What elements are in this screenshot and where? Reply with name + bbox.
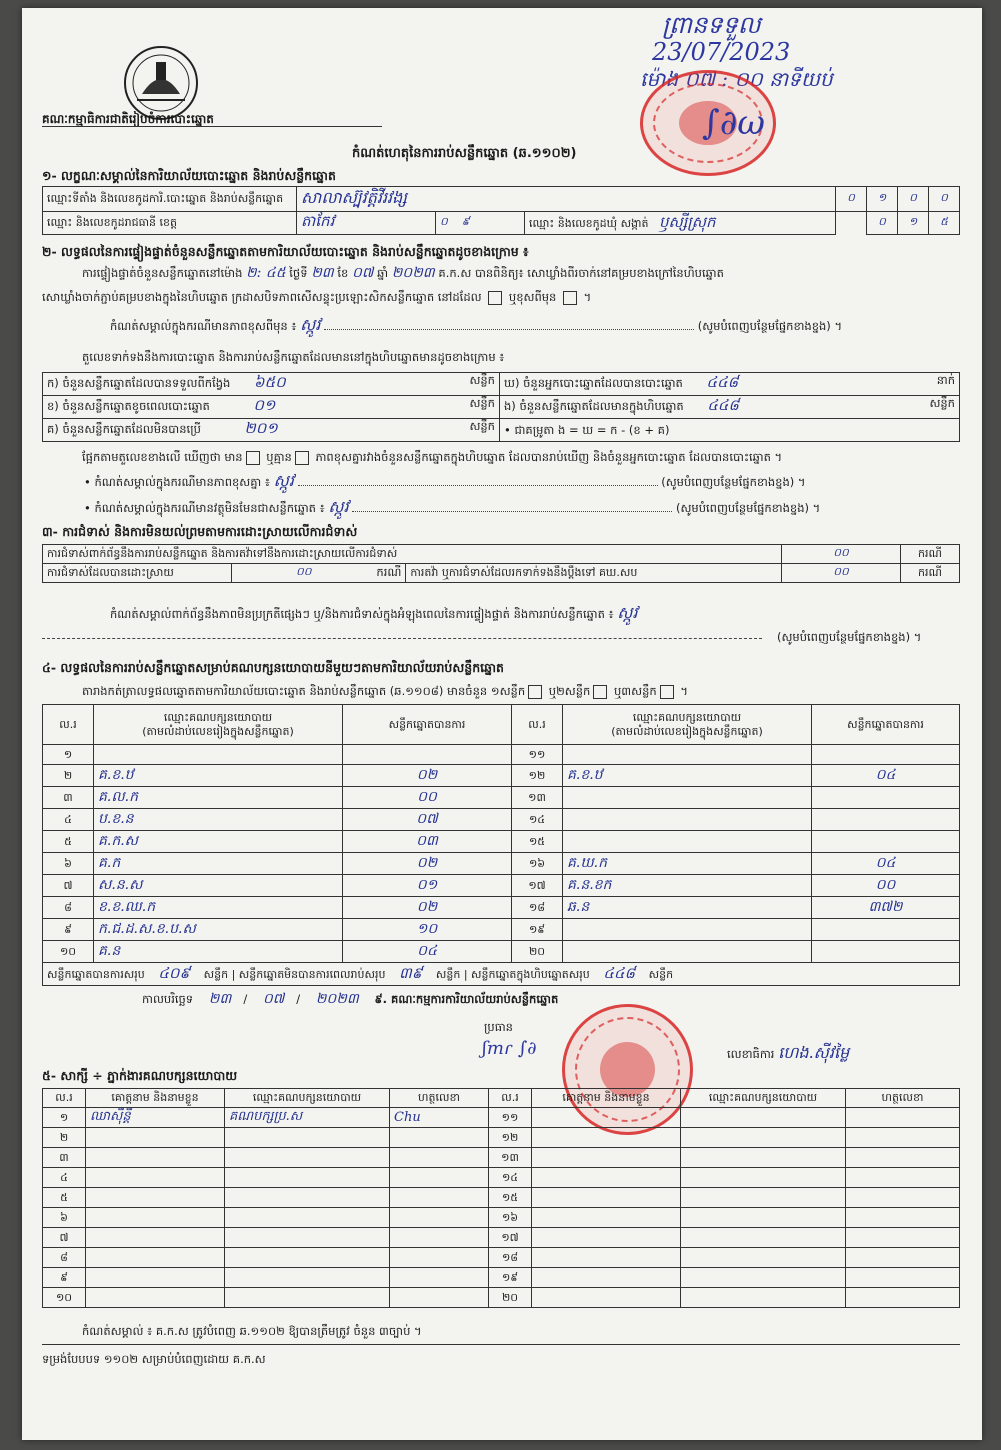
witness-signature [390, 1288, 489, 1308]
party-name: ប.ខ.ន [94, 809, 343, 831]
witness-party [681, 1168, 846, 1188]
table-row [43, 745, 960, 765]
spoiled-ballots-row: ខ) ចំនួនសន្លឹកឆ្នោតខូចពេលបោះឆ្នោត ០១ សន្លឹក [43, 396, 500, 419]
results-date: កាលបរិច្ឆេទ ២៣ / ០៧ / ២០២៣ ៩. គណៈកម្មការការិយាល័យរាប់សន្លឹកឆ្នោត [142, 991, 559, 1007]
section4-heading: ៤- លទ្ធផលនៃការរាប់សន្លឹកឆ្នោតសម្រាប់គណបក្សនយោបាយនីមួយៗតាមការិយាល័យរាប់សន្លឹកឆ្នោត [42, 660, 504, 675]
section5-heading: ៥- សាក្សី ÷ ភ្នាក់ងារគណបក្សនយោបាយ [42, 1068, 238, 1083]
witness-name [86, 1288, 225, 1308]
row-number: ២ [43, 1128, 86, 1148]
commune-label: ឈ្មោះ និងលេខកូដឃុំ សង្កាត់ ឫស្សីស្រុក [525, 212, 836, 235]
witness-name [532, 1168, 681, 1188]
row-number: ១៧ [489, 1228, 532, 1248]
vote-count: ០០ [812, 875, 960, 897]
table-row [43, 1148, 960, 1168]
witness-signature [390, 1208, 489, 1228]
witness-party [681, 1188, 846, 1208]
witness-name [86, 1248, 225, 1268]
party-name: គ.ល.ក [94, 787, 343, 809]
vote-count [812, 787, 960, 809]
irregularity-note: កំណត់សម្គាល់ពាក់ព័ន្ធនឹងភាពមិនប្រក្រតីផ្សេងៗ ឬ/និងការជំទាស់ក្នុងអំឡុងពេលនៃការផ្ទៀងផ្ទាត់ និងការរាប់សន្លឹកឆ្នោត ៖ ស្កូវ [110, 603, 638, 622]
witness-signature [390, 1268, 489, 1288]
voters-row: ឃ) ចំនួនអ្នកបោះឆ្នោតដែលបានបោះឆ្នោត ៤៤៨ នាក់ [500, 373, 960, 396]
vote-count: ០២ [343, 897, 512, 919]
results-table: ល.រ ឈ្មោះគណបក្សនយោបាយ (តាមលំដាប់លេខរៀងក្នុងសន្លឹកឆ្នោត) សន្លឹកឆ្នោតបានការ ល.រ ឈ្មោះគណបក្សនយោបាយ (តាមលំដាប់លេខរៀងក្នុងសន្លឹកឆ្នោត) សន្លឹកឆ្នោតបានការ ១ ១១ ២ គ.ខ.ឋ ០២ ១២ គ.ខ.ឋ ០៤ ៣ គ.ល.ក ០០ ១៣ ៤ ប.ខ.ន ០៧ ១៤ ៥ គ.ក.ស ០៣ ១៥ ៦ គ.ក ០២ ១៦ គ.ឃ.ក ០៤ ៧ ស.ន.ស ០១ ១៧ គ.ន.ខក ០០ ៨ ខ.ខ.ឈ.ក ០២ ១៨ ឆ.ន ៣៧២ ៩ ក.ជ.ដ.ស.ខ.ប.ស ១០ ១៩ ១០ គ.ន ០៤ ២០ សន្លឹកឆ្នោតបានការសរុប ៤០៩ សន្លឹក | សន្លឹកឆ្នោតមិនបានការពេលរាប់សរុប ៣៩ សន្លឹក | សន្លឹកឆ្នោតក្នុងហិបឆ្នោតសរុប ៤៤៨ សន្លឹក [42, 704, 960, 986]
verification-line: ការផ្ទៀងផ្ទាត់ចំនួនសន្លឹកឆ្នោតនៅម៉ោង ២: ៤៥ ថ្ងៃទី ២៣ ខែ ០៧ ឆ្នាំ ២០២៣ គ.ក.ស បានពិនិត្យ៖ សោឃ្លាំងពីរចាក់នៅគម្របខាងក្រៅនៃហិបឆ្នោត [82, 265, 724, 281]
witness-name [532, 1148, 681, 1168]
table-row [43, 1208, 960, 1228]
row-number: ១៩ [512, 919, 563, 941]
party-name: គ.ខ.ឋ [94, 765, 343, 787]
resolved-label: ការជំទាស់ដែលបានដោះស្រាយ [43, 564, 232, 583]
witness-name [86, 1208, 225, 1228]
one-sheet-checkbox[interactable] [528, 685, 542, 699]
foreign-object-bullet: • កំណត់សម្គាល់ក្នុងករណីមានវត្ថុមិនមែនជាសន្លឹកឆ្នោត ៖ ស្កូវ (សូមបំពេញបន្ថែមផ្នែកខាងខ្នង) ។ [84, 497, 821, 516]
vote-count: ០៧ [343, 809, 512, 831]
row-number: ១២ [489, 1128, 532, 1148]
row-number: ១៦ [512, 853, 563, 875]
table-row [43, 1268, 960, 1288]
witness-party [225, 1268, 390, 1288]
three-sheet-checkbox[interactable] [660, 685, 674, 699]
witness-name [86, 1148, 225, 1168]
witness-name [532, 1248, 681, 1268]
received-ballots-row: ក) ចំនួនសន្លឹកឆ្នោតដែលបានទទួលពីកង្វែង ៦៥០ សន្លឹក [43, 373, 500, 396]
witness-name [532, 1108, 681, 1128]
row-number: ៨ [43, 897, 94, 919]
witness-party [225, 1248, 390, 1268]
witness-signature [846, 1228, 960, 1248]
witness-name: ឈាស៊ីន្តី [86, 1108, 225, 1128]
vote-count: ០១ [343, 875, 512, 897]
row-number: ៧ [43, 875, 94, 897]
row-number: ៦ [43, 1208, 86, 1228]
witness-party [681, 1288, 846, 1308]
row-number: ៩ [43, 919, 94, 941]
witness-signature [846, 1128, 960, 1148]
difference-bullet: • កំណត់សម្គាល់ក្នុងករណីមានភាពខុសគ្នា ៖ ស្កូវ (សូមបំពេញបន្ថែមផ្នែកខាងខ្នង) ។ [84, 471, 806, 490]
row-number: ១៦ [489, 1208, 532, 1228]
witness-name [86, 1228, 225, 1248]
row-number: ៦ [43, 853, 94, 875]
figures-intro: តួលេខទាក់ទងនឹងការបោះឆ្នោត និងការរាប់សន្លឹកឆ្នោតដែលមាននៅក្នុងហិបឆ្នោតមានដូចខាងក្រោម ៖ [82, 350, 505, 364]
table-row [43, 1288, 960, 1308]
row-number: ៣ [43, 787, 94, 809]
row-number: ១៨ [489, 1248, 532, 1268]
table-row [43, 831, 960, 853]
witness-name [532, 1288, 681, 1308]
party-name: គ.ខ.ឋ [563, 765, 812, 787]
table-row [43, 1228, 960, 1248]
no-difference-checkbox[interactable] [295, 451, 309, 465]
row-number: ២០ [512, 941, 563, 963]
difference-note: កំណត់សម្គាល់ក្នុងករណីមានភាពខុសពីមុន ៖ ស្កូវ (សូមបំពេញបន្ថែមផ្នែកខាងខ្នង) ។ [110, 315, 843, 334]
row-number: ១៩ [489, 1268, 532, 1288]
witness-signature [846, 1148, 960, 1168]
received-date: 23/07/2023 [652, 38, 791, 66]
witness-name [86, 1128, 225, 1148]
party-name [94, 745, 343, 765]
party-name: ស.ន.ស [94, 875, 343, 897]
table-row [43, 853, 960, 875]
vote-count [343, 745, 512, 765]
table-row [43, 809, 960, 831]
vote-count: ០២ [343, 765, 512, 787]
province-label: ឈ្មោះ និងលេខកូដរាជធានី ខេត្ត [43, 212, 297, 235]
witness-name [532, 1188, 681, 1208]
party-name: ខ.ខ.ឈ.ក [94, 897, 343, 919]
party-name: គ.ក [94, 853, 343, 875]
row-number: ៥ [43, 831, 94, 853]
row-number: ៨ [43, 1248, 86, 1268]
row-number: ១ [43, 1108, 86, 1128]
witness-party [225, 1128, 390, 1148]
org-name: គណៈកម្មាធិការជាតិរៀបចំការបោះឆ្នោត [42, 112, 214, 126]
witness-signature [846, 1248, 960, 1268]
witness-party [681, 1128, 846, 1148]
table-row [43, 765, 960, 787]
party-name [563, 941, 812, 963]
witness-name [86, 1268, 225, 1288]
witness-party [681, 1268, 846, 1288]
vote-count: ០៤ [812, 765, 960, 787]
row-number: ៤ [43, 1168, 86, 1188]
witness-party [225, 1168, 390, 1188]
table-row [43, 875, 960, 897]
party-name: គ.ន [94, 941, 343, 963]
document-page: គណៈកម្មាធិការជាតិរៀបចំការបោះឆ្នោត ព្រានទទួល 23/07/2023 ម៉ោង ០៧ : ០០ នាទីយប់ ∫∂ω កំណត់ហេតុនៃការរាប់សន្លឹកឆ្នោត (ឆ.១១០២) ១- លក្ខណៈសម្គាល់នៃការិយាល័យបោះឆ្នោត និងរាប់សន្លឹកឆ្នោត ឈ្មោះទីតាំង និងលេខកូដការិ.បោះឆ្នោត និងរាប់សន្លឹកឆ្នោត សាលាស្ប៊ុវត្តិវីរវង្ស ០ ១ ០ ០ ឈ្មោះ និងលេខកូដរាជធានី ខេត្ត តាកែវ ០ ៩ ឈ្មោះ និងលេខកូដឃុំ សង្កាត់ ឫស្សីស្រុក ០ ១ ៥ ២- លទ្ធផលនៃការផ្ទៀងផ្ទាត់ចំនួនសន្លឹកឆ្នោតតាមការិយាល័យបោះឆ្នោត និងរាប់សន្លឹកឆ្នោតដូចខាងក្រោម ៖ ការផ្ទៀងផ្ទាត់ចំនួនសន្លឹកឆ្នោតនៅម៉ោង ២: ៤៥ ថ្ងៃទី ២៣ ខែ ០៧ ឆ្នាំ ២០២៣ គ.ក.ស បានពិនិត្យ៖ សោឃ្លាំងពីរចាក់នៅគម្របខាងក្រៅនៃហិបឆ្នោត សោឃ្លាំងចាក់ភ្ជាប់គម្របខាងក្នុងនៃហិបឆ្នោត ក្រដាសបិទភាពសើសន្ទុះប្រឡោះសិកសន្លឹកឆ្នោត នៅដដែល ឬខុសពីមុន ។ កំណត់សម្គាល់ក្នុងករណីមានភាពខុសពីមុន ៖ ស្កូវ (សូមបំពេញបន្ថែមផ្នែកខាងខ្នង) ។ តួលេខទាក់ទងនឹងការបោះឆ្នោត និងការរាប់សន្លឹកឆ្នោតដែលមាននៅក្នុងហិបឆ្នោតមានដូចខាងក្រោម ៖ ក) ចំនួនសន្លឹកឆ្នោតដែលបានទទួលពីកង្វែង ៦៥០ សន្លឹក ឃ) ចំនួនអ្នកបោះឆ្នោតដែលបានបោះឆ្នោត ៤៤៨ នាក់ ខ) ចំនួនសន្លឹកឆ្នោតខូចពេលបោះឆ្នោត ០១ សន្លឹក ង) ចំនួនសន្លឹកឆ្នោតដែលមានក្នុងហិបឆ្នោត ៤៤៨ សន្លឹក គ) ចំនួនសន្លឹកឆ្នោតដែលមិនបានប្រើ ២០១ សន្លឹក • ជាគម្រូតា ង = ឃ = ក - (ខ + គ) ផ្អែកតាមតួលេខខាងលើ ឃើញថា មាន ឬគ្មាន ភាពខុសគ្នារវាងចំនួនសន្លឹកឆ្នោតក្នុងហិបឆ្នោត ដែលបានរាប់ឃើញ និងចំនួនអ្នកបោះឆ្នោត ដែលបានបោះឆ្នោត ។ • កំណត់សម្គាល់ក្នុងករណីមានភាពខុសគ្នា ៖ ស្កូវ (សូមបំពេញបន្ថែមផ្នែកខាងខ្នង) ។ • កំណត់សម្គាល់ក្នុងករណីមានវត្ថុមិនមែនជាសន្លឹកឆ្នោត ៖ ស្កូវ (សូមបំពេញបន្ថែមផ្នែកខាងខ្នង) ។ ៣- ការជំទាស់ និងការមិនយល់ព្រមតាមការដោះស្រាយលើការជំទាស់ ការជំទាស់ពាក់ព័ន្ធនឹងការរាប់សន្លឹកឆ្នោត និងការតវ៉ាទៅនឹងការដោះស្រាយលើការជំទាស់ ០០ ករណី ការជំទាស់ដែលបានដោះស្រាយ ០០ ករណី ការតវ៉ា ឬការជំទាស់ដែលរកទាក់ទងនឹងប្តឹងទៅ គឃ.សប ០០ ករណី កំណត់សម្គាល់ពាក់ព័ន្ធនឹងភាពមិនប្រក្រតីផ្សេងៗ ឬ/និងការជំទាស់ក្នុងអំឡុងពេលនៃការផ្ទៀងផ្ទាត់ និងការរាប់សន្លឹកឆ្នោត ៖ ស្កូវ (សូមបំពេញបន្ថែមផ្នែកខាងខ្នង) ។ ៤- លទ្ធផលនៃការរាប់សន្លឹកឆ្នោតសម្រាប់គណបក្សនយោបាយនីមួយៗតាមការិយាល័យរាប់សន្លឹកឆ្នោត តារាងកត់ត្រាលទ្ធផលឆ្នោតតាមការិយាល័យបោះឆ្នោត និងរាប់សន្លឹកឆ្នោត (ឆ.១១០៨) មានចំនួន ១សន្លឹក ឬ២សន្លឹក ឬ៣សន្លឹក ។ ល.រ ឈ្មោះគណបក្សនយោបាយ (តាមលំដាប់លេខរៀងក្នុងសន្លឹកឆ្នោត) សន្លឹកឆ្នោតបានការ ល.រ ឈ្មោះគណបក្សនយោបាយ (តាមលំដាប់លេខរៀងក្នុងសន្លឹកឆ្នោត) សន្លឹកឆ្នោតបានការ ១ ១១ ២ គ.ខ.ឋ ០២ ១២ គ.ខ.ឋ ០៤ ៣ គ.ល.ក ០០ ១៣ ៤ ប.ខ.ន ០៧ ១៤ ៥ គ.ក.ស ០៣ ១៥ ៦ គ.ក ០២ ១៦ គ.ឃ.ក ០៤ ៧ ស.ន.ស ០១ ១៧ គ.ន.ខក ០០ ៨ ខ.ខ.ឈ.ក ០២ ១៨ ឆ.ន ៣៧២ ៩ ក.ជ.ដ.ស.ខ.ប.ស ១០ ១៩ ១០ គ.ន ០៤ ២០ សន្លឹកឆ្នោតបានការសរុប ៤០៩ សន្លឹក | សន្លឹកឆ្នោតមិនបានការពេលរាប់សរុប ៣៩ សន្លឹក | សន្លឹកឆ្នោតក្នុងហិបឆ្នោតសរុប ៤៤៨ សន្លឹក កាលបរិច្ឆេទ ២៣ / ០៧ / ២០២៣ ៩. គណៈកម្មការការិយាល័យរាប់សន្លឹកឆ្នោត ប្រធាន ʃmɾ ∫∂ លេខាធិការ ហេង.ស៊ីវម្លៃ ៥- សាក្សី ÷ ភ្នាក់ងារគណបក្សនយោបាយ ល.រ គោត្តនាម និងនាមខ្លួន ឈ្មោះគណបក្សនយោបាយ ហត្ថលេខា ល.រ គោត្តនាម និងនាមខ្លួន ឈ្មោះគណបក្សនយោបាយ ហត្ថលេខា ១ ឈាស៊ីន្តី គណបក្សប្រ.ស Chu ១១ ២ ១២ ៣ ១៣ ៤ ១៤ ៥ ១៥ ៦ ១៦ ៧ ១៧ ៨ ១៨ ៩ ១៩ ១០ ២០ កំណត់សម្គាល់ ៖ គ.ក.ស ត្រូវបំពេញ ឆ.១១០២ ឱ្យបានត្រឹមត្រូវ ចំនួន ៣ច្បាប់ ។ ទម្រង់បែបបទ ១១០២ សម្រាប់បំពេញដោយ គ.ក.ស [22, 8, 982, 1440]
row-number: ១៥ [489, 1188, 532, 1208]
witness-signature [846, 1268, 960, 1288]
witness-party [225, 1148, 390, 1168]
witness-signature [390, 1148, 489, 1168]
received-signature: ∫∂ω [702, 103, 766, 143]
vote-count: ០២ [343, 853, 512, 875]
witness-signature [390, 1228, 489, 1248]
witness-signature [846, 1188, 960, 1208]
row-number: ២០ [489, 1288, 532, 1308]
party-name: គ.ក.ស [94, 831, 343, 853]
totals-row: សន្លឹកឆ្នោតបានការសរុប ៤០៩ សន្លឹក | សន្លឹកឆ្នោតមិនបានការពេលរាប់សរុប ៣៩ សន្លឹក | សន្លឹកឆ្នោតក្នុងហិបឆ្នោតសរុប ៤៤៨ សន្លឹក [43, 963, 960, 986]
table-row [43, 1128, 960, 1148]
has-difference-checkbox[interactable] [246, 451, 260, 465]
witness-name [86, 1188, 225, 1208]
chair-signature: ʃmɾ ∫∂ [482, 1038, 537, 1059]
party-name [563, 919, 812, 941]
row-number: ៣ [43, 1148, 86, 1168]
document-title: កំណត់ហេតុនៃការរាប់សន្លឹកឆ្នោត (ឆ.១១០២) [352, 146, 577, 161]
witness-name [532, 1268, 681, 1288]
vote-count [812, 941, 960, 963]
table-row [43, 1248, 960, 1268]
party-name [563, 809, 812, 831]
vote-count: ០៤ [812, 853, 960, 875]
section3-heading: ៣- ការជំទាស់ និងការមិនយល់ព្រមតាមការដោះស្រាយលើការជំទាស់ [42, 524, 358, 539]
party-name: គ.ន.ខក [563, 875, 812, 897]
seal-check-line: សោឃ្លាំងចាក់ភ្ជាប់គម្របខាងក្នុងនៃហិបឆ្នោត ក្រដាសបិទភាពសើសន្ទុះប្រឡោះសិកសន្លឹកឆ្នោត នៅដដែល ឬខុសពីមុន ។ [42, 290, 592, 304]
province-value: តាកែវ [297, 212, 436, 235]
row-number: ១៤ [489, 1168, 532, 1188]
witness-signature [390, 1168, 489, 1188]
vote-count: ១០ [343, 919, 512, 941]
two-sheet-checkbox[interactable] [593, 685, 607, 699]
witness-name [532, 1208, 681, 1228]
witness-signature [846, 1108, 960, 1128]
row-number: ៩ [43, 1268, 86, 1288]
row-number: ១៧ [512, 875, 563, 897]
row-number: ២ [43, 765, 94, 787]
received-label: ព្រានទទួល [662, 11, 761, 39]
witness-name [532, 1128, 681, 1148]
witness-signature [390, 1248, 489, 1268]
vote-count [812, 919, 960, 941]
unused-ballots-row: គ) ចំនួនសន្លឹកឆ្នោតដែលមិនបានប្រើ ២០១ សន្លឹក [43, 419, 500, 442]
witness-name [86, 1168, 225, 1188]
witness-signature: Chu [390, 1108, 489, 1128]
party-name [563, 787, 812, 809]
vote-count [812, 831, 960, 853]
vote-count: ៣៧២ [812, 897, 960, 919]
witness-party [225, 1228, 390, 1248]
formula-row: • ជាគម្រូតា ង = ឃ = ក - (ខ + គ) [500, 419, 960, 442]
box-ballots-row: ង) ចំនួនសន្លឹកឆ្នោតដែលមានក្នុងហិបឆ្នោត ៤៤៨ សន្លឹក [500, 396, 960, 419]
table-row [43, 1108, 960, 1128]
witness-party [681, 1248, 846, 1268]
section1-heading: ១- លក្ខណៈសម្គាល់នៃការិយាល័យបោះឆ្នោត និងរាប់សន្លឹកឆ្នោត [42, 168, 336, 183]
form-footer: ទម្រង់បែបបទ ១១០២ សម្រាប់បំពេញដោយ គ.ក.ស [42, 1352, 266, 1366]
witness-signature [846, 1208, 960, 1228]
row-number: ១១ [512, 745, 563, 765]
witness-party [225, 1208, 390, 1228]
witness-party [681, 1108, 846, 1128]
witness-signature [846, 1168, 960, 1188]
location-label: ឈ្មោះទីតាំង និងលេខកូដការិ.បោះឆ្នោត និងរាប់សន្លឹកឆ្នោត [43, 187, 297, 212]
results-sheets-line: តារាងកត់ត្រាលទ្ធផលឆ្នោតតាមការិយាល័យបោះឆ្នោត និងរាប់សន្លឹកឆ្នោត (ឆ.១១០៨) មានចំនួន ១សន្លឹក ឬ២សន្លឹក ឬ៣សន្លឹក ។ [82, 684, 688, 698]
objections-label: ការជំទាស់ពាក់ព័ន្ធនឹងការរាប់សន្លឹកឆ្នោត និងការតវ៉ាទៅនឹងការដោះស្រាយលើការជំទាស់ [43, 545, 782, 564]
row-number: ១៥ [512, 831, 563, 853]
witness-party: គណបក្សប្រ.ស [225, 1108, 390, 1128]
vote-count: ០៣ [343, 831, 512, 853]
same-checkbox[interactable] [488, 291, 502, 305]
witness-table: ល.រ គោត្តនាម និងនាមខ្លួន ឈ្មោះគណបក្សនយោបាយ ហត្ថលេខា ល.រ គោត្តនាម និងនាមខ្លួន ឈ្មោះគណបក្សនយោបាយ ហត្ថលេខា ១ ឈាស៊ីន្តី គណបក្សប្រ.ស Chu ១១ ២ ១២ ៣ ១៣ ៤ ១៤ ៥ ១៥ ៦ ១៦ ៧ ១៧ ៨ ១៨ ៩ ១៩ ១០ ២០ [42, 1088, 960, 1308]
table-row [43, 941, 960, 963]
row-number: ៥ [43, 1188, 86, 1208]
footnote: កំណត់សម្គាល់ ៖ គ.ក.ស ត្រូវបំពេញ ឆ.១១០២ ឱ្យបានត្រឹមត្រូវ ចំនួន ៣ច្បាប់ ។ [82, 1324, 422, 1338]
row-number: ១៣ [489, 1148, 532, 1168]
row-number: ១១ [489, 1108, 532, 1128]
witness-party [681, 1148, 846, 1168]
different-checkbox[interactable] [563, 291, 577, 305]
witness-signature [390, 1128, 489, 1148]
witness-name [532, 1228, 681, 1248]
table-row [43, 1168, 960, 1188]
table-row [43, 1188, 960, 1208]
table-row [43, 897, 960, 919]
party-name [563, 745, 812, 765]
party-name: ក.ជ.ដ.ស.ខ.ប.ស [94, 919, 343, 941]
received-time: ម៉ោង ០៧ : ០០ នាទីយប់ [640, 67, 833, 91]
party-name [563, 831, 812, 853]
row-number: ១០ [43, 1288, 86, 1308]
vote-count [812, 809, 960, 831]
row-number: ១២ [512, 765, 563, 787]
resolved-value: ០០ ករណី [232, 564, 406, 583]
row-number: ៧ [43, 1228, 86, 1248]
vote-count: ០០ [343, 787, 512, 809]
witness-signature [846, 1288, 960, 1308]
witness-signature [390, 1188, 489, 1208]
party-name: គ.ឃ.ក [563, 853, 812, 875]
section2-heading: ២- លទ្ធផលនៃការផ្ទៀងផ្ទាត់ចំនួនសន្លឹកឆ្នោតតាមការិយាល័យបោះឆ្នោត និងរាប់សន្លឹកឆ្នោតដូចខាងក្រោម ៖ [42, 244, 529, 259]
table-row [43, 919, 960, 941]
province-code: ០ ៩ [436, 212, 525, 235]
table-row [43, 787, 960, 809]
row-number: ១៣ [512, 787, 563, 809]
secretary-label: លេខាធិការ ហេង.ស៊ីវម្លៃ [727, 1043, 850, 1062]
appeal-label: ការតវ៉ា ឬការជំទាស់ដែលរកទាក់ទងនឹងប្តឹងទៅ គឃ.សប [406, 564, 782, 583]
row-number: ១ [43, 745, 94, 765]
row-number: ១៨ [512, 897, 563, 919]
row-number: ១០ [43, 941, 94, 963]
witness-party [225, 1188, 390, 1208]
witness-party [681, 1208, 846, 1228]
discrepancy-line: ផ្អែកតាមតួលេខខាងលើ ឃើញថា មាន ឬគ្មាន ភាពខុសគ្នារវាងចំនួនសន្លឹកឆ្នោតក្នុងហិបឆ្នោត ដែលបានរាប់ឃើញ និងចំនួនអ្នកបោះឆ្នោត ដែលបានបោះឆ្នោត ។ [82, 450, 783, 464]
location-value: សាលាស្ប៊ុវត្តិវីរវង្ស [297, 187, 836, 212]
chair-label: ប្រធាន [484, 1020, 513, 1034]
witness-party [681, 1228, 846, 1248]
row-number: ១៤ [512, 809, 563, 831]
party-name: ឆ.ន [563, 897, 812, 919]
row-number: ៤ [43, 809, 94, 831]
witness-party [225, 1288, 390, 1308]
vote-count: ០៤ [343, 941, 512, 963]
vote-count [812, 745, 960, 765]
